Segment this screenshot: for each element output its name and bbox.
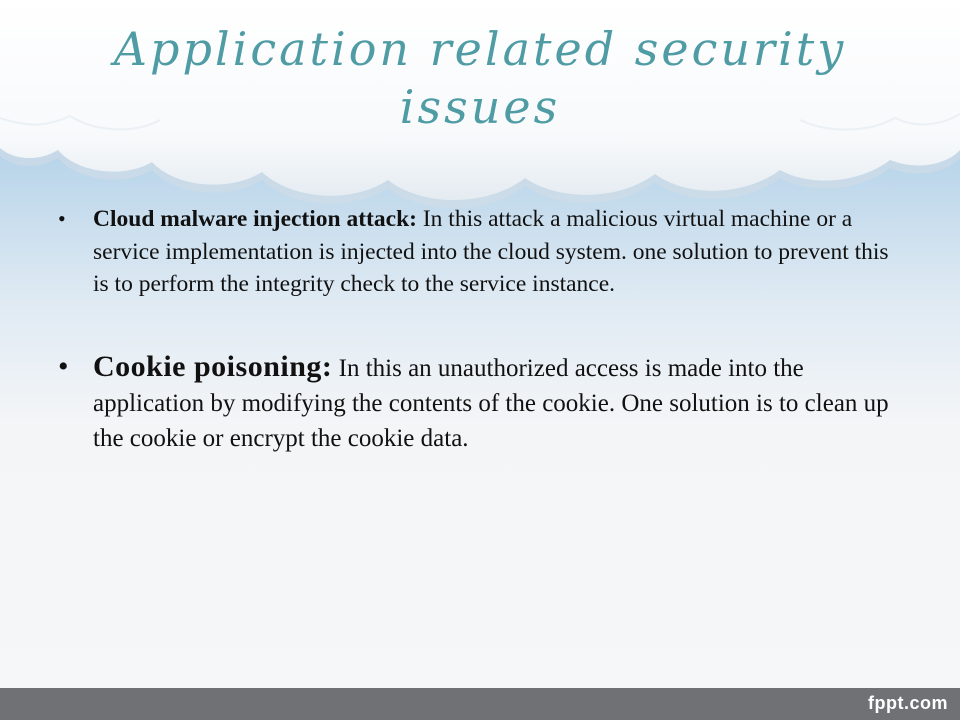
- brand-logo-text: fppt.com: [868, 693, 948, 713]
- bullet-text: In this an unauthorized access is made into the application by modifying the contents of the cookie. One solution is to clean up the cookie or encrypt the cookie data.: [93, 354, 889, 452]
- bullet-term: Cookie poisoning:: [93, 349, 333, 383]
- bullet-list: [58, 203, 908, 456]
- bullet-text: In this attack a malicious virtual machine or a service implementation is injected into the cloud system. one solution to prevent this is to perform the integrity check to the service instance.: [93, 206, 889, 297]
- bullet-term: Cloud malware injection attack:: [93, 206, 417, 232]
- bullet-cookie-poisoning: [58, 349, 908, 456]
- bullet-marker: •: [58, 206, 66, 231]
- footer-bar: [0, 688, 960, 720]
- bullet-cloud-malware-injection: [58, 203, 908, 301]
- slide-title: Application related security issues: [113, 22, 847, 134]
- bullet-marker: •: [58, 349, 69, 383]
